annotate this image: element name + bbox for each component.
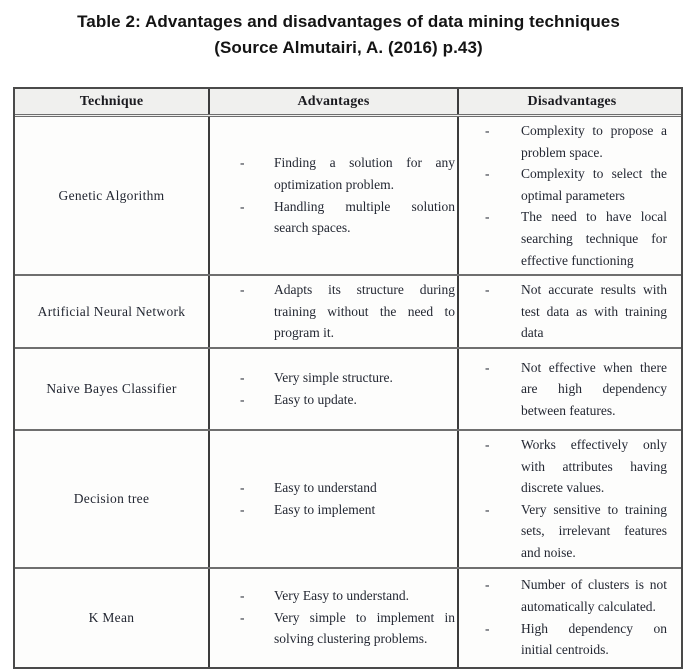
bullet-dash: - <box>240 588 245 604</box>
technique-label: Artificial Neural Network <box>37 303 186 319</box>
advantages-cell <box>210 431 459 567</box>
bullet-item-text: Very simple structure. <box>274 370 393 386</box>
bullet-item <box>459 434 685 499</box>
bullet-item-text: The need to have local searching technique for effective functioning <box>521 209 667 268</box>
disadvantages-list <box>459 357 685 422</box>
advantages-list <box>210 367 457 410</box>
bullet-item-text: Adapts its structure during training without the need to program it. <box>274 282 455 341</box>
bullet-dash: - <box>485 577 490 593</box>
bullet-item <box>210 196 457 239</box>
header-cell-disadvantages: Disadvantages <box>527 93 617 109</box>
technique-label: Naive Bayes Classifier <box>46 380 177 396</box>
bullet-dash: - <box>485 209 490 225</box>
bullet-item <box>459 499 685 564</box>
bullet-item-text: Very sensitive to training sets, irrelevant features and noise. <box>521 501 667 560</box>
bullet-dash: - <box>485 123 490 138</box>
disadvantages-cell <box>459 117 685 274</box>
bullet-item-text: Works effectively only with attributes having discrete values. <box>521 436 667 496</box>
bullet-dash: - <box>485 359 490 375</box>
bullet-item <box>210 585 457 607</box>
bullet-item <box>210 279 457 344</box>
advantages-cell <box>210 276 459 347</box>
bullet-item-text: Handling multiple solution search spaces. <box>274 198 455 236</box>
technique-cell <box>15 569 210 667</box>
table-row-naive-bayes-classifier <box>15 347 681 429</box>
bullet-dash: - <box>485 436 490 452</box>
header-cell-technique: Technique <box>15 89 210 114</box>
advantages-cell <box>210 117 459 274</box>
technique-cell <box>15 276 210 347</box>
table-row-decision-tree <box>15 429 681 567</box>
advantages-cell <box>210 349 459 429</box>
table-row-artificial-neural-network <box>15 274 681 347</box>
table-row-genetic-algorithm <box>15 117 681 274</box>
bullet-item-text: Easy to update. <box>274 391 357 407</box>
bullet-item <box>210 607 457 650</box>
bullet-dash: - <box>240 370 245 386</box>
table-header-row <box>15 89 681 117</box>
advantages-list <box>210 152 457 238</box>
bullet-item <box>459 279 685 344</box>
bullet-item <box>210 477 457 499</box>
bullet-item-text: Complexity to select the optimal parameters <box>521 166 667 203</box>
data-table <box>13 87 683 669</box>
advantages-list <box>210 585 457 650</box>
bullet-item-text: Finding a solution for any optimization problem. <box>274 155 455 192</box>
bullet-item-text: Easy to implement <box>274 501 376 517</box>
bullet-item <box>210 499 457 521</box>
advantages-cell <box>210 569 459 667</box>
table-row-k-mean <box>15 567 681 667</box>
table-caption-line-2: (Source Almutairi, A. (2016) p.43) <box>214 38 483 57</box>
bullet-item-text: Very simple to implement in solving clustering problems. <box>274 609 455 647</box>
technique-label: Decision tree <box>73 490 150 506</box>
bullet-dash: - <box>240 609 245 625</box>
header-cell-advantages: Advantages <box>210 89 459 114</box>
bullet-dash: - <box>240 501 245 517</box>
disadvantages-list <box>459 574 685 660</box>
bullet-item-text: High dependency on initial centroids. <box>521 620 667 658</box>
bullet-item <box>210 389 457 411</box>
bullet-item <box>459 357 685 422</box>
table-caption <box>0 0 697 61</box>
disadvantages-cell <box>459 569 685 667</box>
bullet-dash: - <box>240 198 245 214</box>
table-caption-line-1: Table 2: Advantages and disadvantages of data mining techniques <box>77 12 620 31</box>
disadvantages-cell <box>459 349 685 429</box>
bullet-dash: - <box>485 166 490 182</box>
bullet-item-text: Not accurate results with test data as with training data <box>521 282 667 341</box>
bullet-dash: - <box>485 620 490 636</box>
technique-cell <box>15 117 210 274</box>
bullet-item <box>459 206 685 271</box>
bullet-dash: - <box>240 391 245 407</box>
technique-cell <box>15 349 210 429</box>
technique-cell <box>15 431 210 567</box>
bullet-item <box>459 120 685 163</box>
bullet-dash: - <box>240 480 245 496</box>
advantages-list <box>210 279 457 344</box>
bullet-item <box>459 618 685 661</box>
bullet-dash: - <box>240 282 245 298</box>
bullet-item-text: Not effective when there are high dependency between features. <box>521 359 667 418</box>
bullet-item-text: Very Easy to understand. <box>274 588 409 604</box>
bullet-item <box>210 152 457 195</box>
bullet-dash: - <box>485 282 490 298</box>
disadvantages-list <box>459 279 685 344</box>
bullet-item <box>459 163 685 206</box>
disadvantages-list <box>459 120 685 271</box>
disadvantages-cell <box>459 431 685 567</box>
advantages-list <box>210 477 457 520</box>
bullet-item <box>210 367 457 389</box>
bullet-item-text: Number of clusters is not automatically calculated. <box>521 577 667 614</box>
disadvantages-list <box>459 434 685 564</box>
bullet-item-text: Easy to understand <box>274 480 377 496</box>
disadvantages-cell <box>459 276 685 347</box>
technique-label: Genetic Algorithm <box>58 187 165 203</box>
bullet-item <box>459 574 685 617</box>
bullet-item-text: Complexity to propose a problem space. <box>521 123 667 160</box>
bullet-dash: - <box>240 155 245 171</box>
bullet-dash: - <box>485 501 490 517</box>
technique-label: K Mean <box>88 609 135 625</box>
